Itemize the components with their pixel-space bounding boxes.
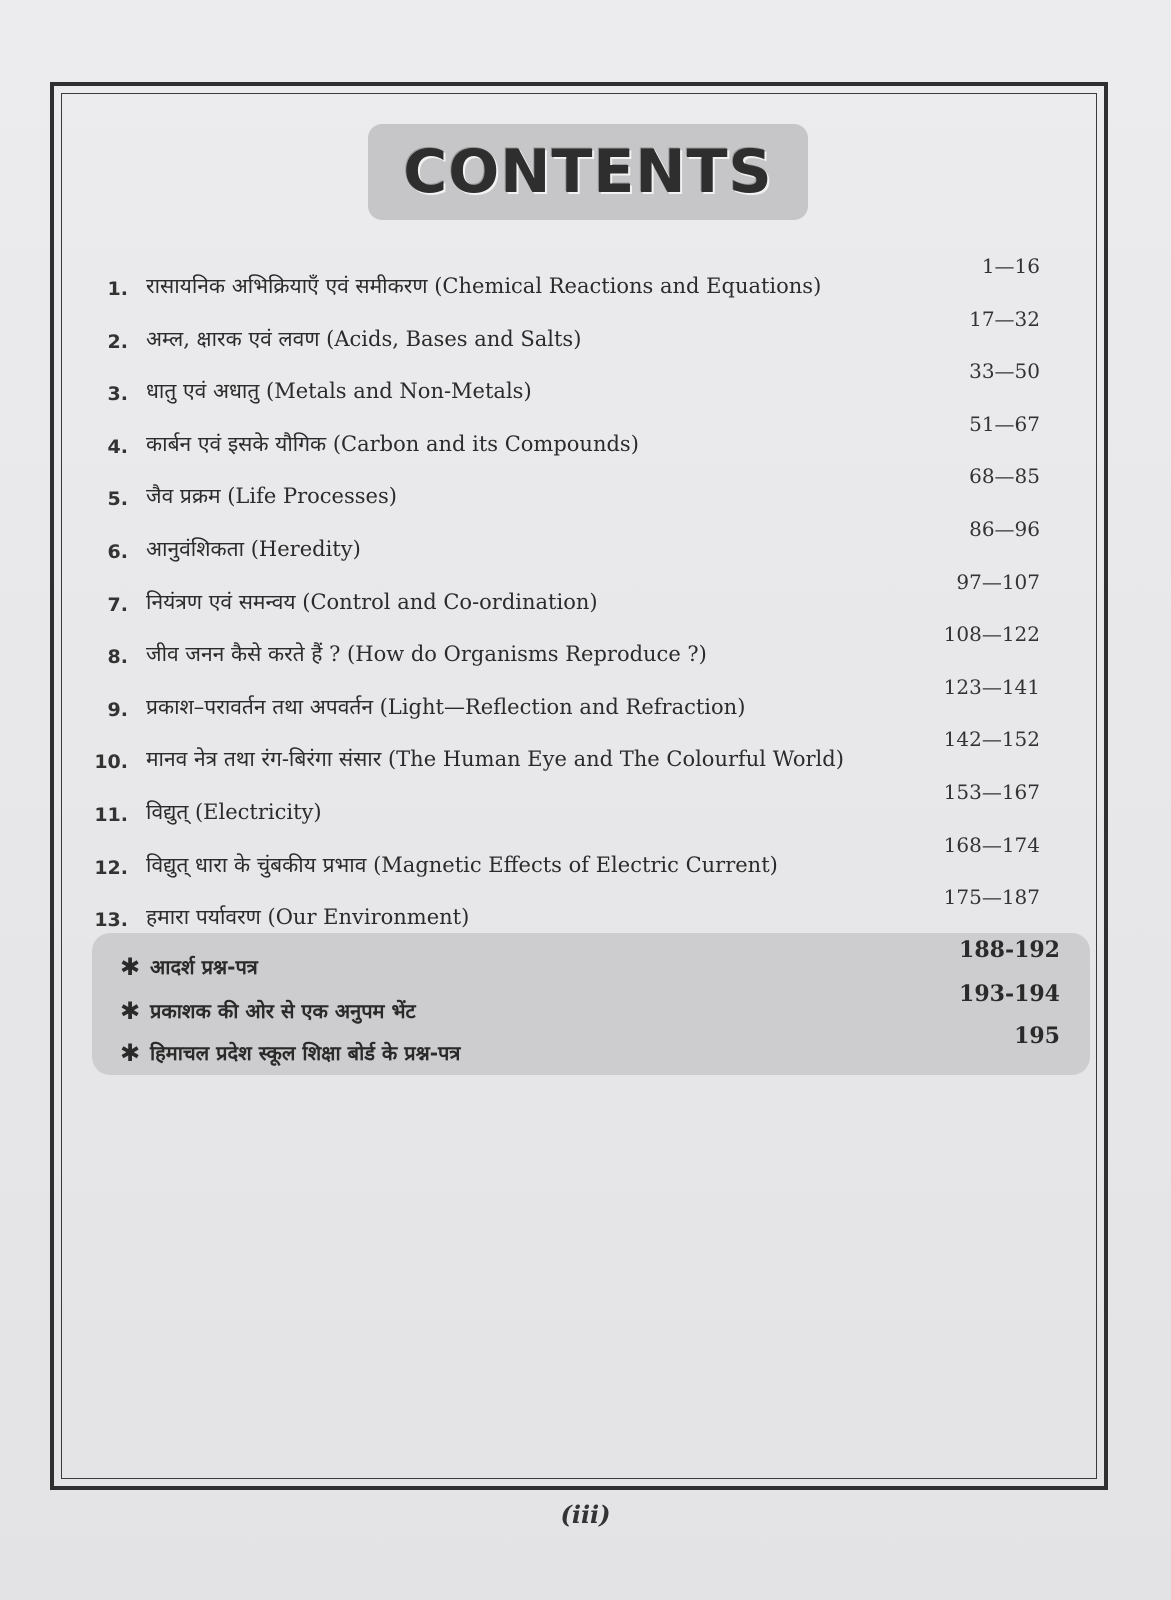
- entry-title: नियंत्रण एवं समन्वय (Control and Co-ordination): [146, 589, 598, 614]
- entry-number: 2.: [107, 330, 128, 353]
- entry-pages: 142—152: [943, 727, 1040, 752]
- entry-number: 9.: [107, 698, 128, 721]
- star-icon: ✱: [120, 953, 141, 981]
- entry-pages: 86—96: [969, 516, 1040, 541]
- entry-title: प्रकाश–परावर्तन तथा अपवर्तन (Light—Reflection and Refraction): [146, 694, 746, 719]
- page-number: (iii): [560, 1500, 611, 1529]
- extras-pages: 193-194: [959, 981, 1060, 1007]
- extras-label: आदर्श प्रश्न-पत्र: [150, 955, 258, 979]
- entry-pages: 1—16: [981, 254, 1040, 278]
- entry-title: मानव नेत्र तथा रंग-बिरंगा संसार (The Human Eye and The Colourful World): [146, 747, 844, 772]
- entry-title: रासायनिक अभिक्रियाएँ एवं समीकरण (Chemical Reactions and Equations): [146, 274, 822, 298]
- extras-entry: [120, 1023, 1060, 1077]
- entry-title: आनुवंशिकता (Heredity): [146, 536, 361, 561]
- contents-entry: [82, 569, 1062, 631]
- extras-label: प्रकाशक की ओर से एक अनुपम भेंट: [150, 999, 416, 1023]
- extras-entry: [120, 981, 1060, 1035]
- contents-entry: [82, 516, 1062, 578]
- entry-number: 1.: [107, 278, 128, 300]
- entry-number: 8.: [107, 646, 128, 669]
- entry-pages: 123—141: [943, 674, 1040, 699]
- entry-pages: 68—85: [969, 464, 1040, 489]
- entry-title: जीव जनन कैसे करते हैं ? (How do Organisms Reproduce ?): [146, 642, 707, 667]
- contents-entry: [82, 832, 1062, 894]
- contents-entry: [82, 306, 1062, 368]
- entry-number: 10.: [94, 751, 128, 774]
- entry-title: अम्ल, क्षारक एवं लवण (Acids, Bases and Salts): [146, 326, 582, 351]
- star-icon: ✱: [120, 1039, 141, 1067]
- entry-number: 3.: [107, 383, 128, 406]
- entry-pages: 153—167: [943, 779, 1040, 804]
- entry-number: 11.: [94, 803, 128, 826]
- entry-number: 7.: [107, 593, 128, 616]
- entry-title: धातु एवं अधातु (Metals and Non-Metals): [146, 379, 532, 404]
- contents-entry: [82, 254, 1062, 315]
- extras-panel: [92, 933, 1090, 1075]
- contents-entry: [82, 674, 1062, 736]
- entry-title: विद्युत् धारा के चुंबकीय प्रभाव (Magnetic Effects of Electric Current): [146, 852, 778, 877]
- entry-pages: 108—122: [943, 622, 1040, 647]
- entry-title: जैव प्रक्रम (Life Processes): [146, 484, 397, 509]
- contents-entry: [82, 779, 1062, 841]
- contents-entry: [82, 464, 1062, 525]
- entry-number: 6.: [107, 540, 128, 563]
- entry-number: 4.: [107, 435, 128, 458]
- entry-title: हमारा पर्यावरण (Our Environment): [146, 905, 470, 930]
- entry-pages: 33—50: [969, 359, 1040, 384]
- entry-pages: 51—67: [969, 411, 1040, 436]
- entry-title: कार्बन एवं इसके यौगिक (Carbon and its Compounds): [146, 431, 639, 456]
- entry-pages: 168—174: [943, 832, 1040, 857]
- entry-pages: 97—107: [956, 569, 1040, 594]
- contents-entry: [82, 622, 1062, 683]
- entry-number: 5.: [107, 488, 128, 511]
- star-icon: ✱: [120, 997, 141, 1025]
- contents-entry: [82, 411, 1062, 473]
- page-title: CONTENTS: [403, 137, 773, 207]
- extras-pages: 195: [1014, 1023, 1060, 1049]
- contents-list: [82, 254, 1062, 946]
- entry-number: 13.: [94, 909, 128, 932]
- extras-pages: 188-192: [959, 937, 1060, 963]
- extras-entry: [120, 937, 1060, 991]
- contents-entry: [82, 359, 1062, 420]
- extras-label: हिमाचल प्रदेश स्कूल शिक्षा बोर्ड के प्रश्न-पत्र: [150, 1041, 461, 1065]
- entry-pages: 175—187: [943, 885, 1040, 910]
- entry-pages: 17—32: [969, 306, 1040, 331]
- title-banner: [368, 124, 808, 220]
- contents-entry: [82, 727, 1062, 788]
- entry-number: 12.: [94, 856, 128, 879]
- entry-title: विद्युत् (Electricity): [146, 799, 322, 824]
